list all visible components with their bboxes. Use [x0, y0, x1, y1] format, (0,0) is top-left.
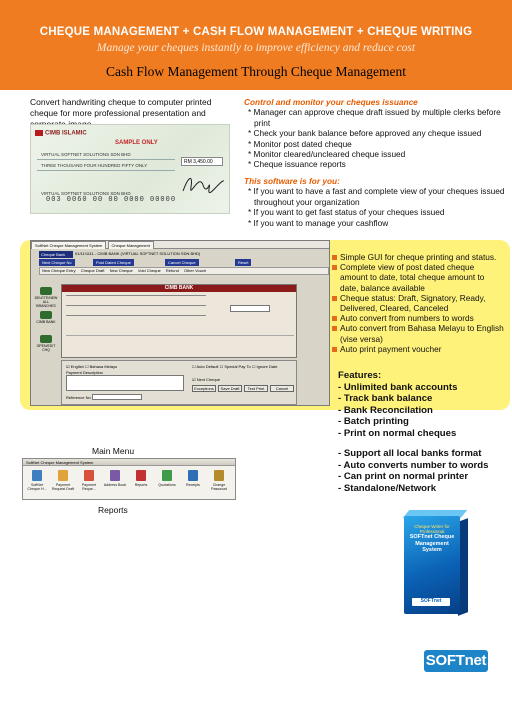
list-item: Auto convert from numbers to words — [332, 313, 504, 323]
header-title: CHEQUE MANAGEMENT + CASH FLOW MANAGEMENT + CHEQUE WRITING — [39, 26, 473, 38]
list-item: - Bank Reconcilation — [338, 404, 433, 416]
features-list — [338, 370, 457, 439]
for-you-section — [244, 176, 510, 228]
list-item: * Cheque issuance reports — [248, 159, 346, 170]
key-icon — [214, 470, 224, 481]
test-print-button[interactable]: Test Print — [244, 385, 268, 392]
cheque-payee: VIRTUAL SOFTNET SOLUTIONS SDN BHD — [41, 152, 131, 157]
cheque-line — [37, 159, 175, 160]
menu-item-cheque[interactable]: SoftNet Cheque H... — [25, 470, 49, 491]
list-item: - Print on normal cheques — [338, 427, 457, 439]
save-draft-button[interactable]: Save Draft — [218, 385, 242, 392]
side-item-cimb[interactable]: CIMB BANK — [34, 311, 58, 324]
list-item: Simple GUI for cheque printing and status. — [332, 252, 504, 262]
app-cheque-form — [61, 360, 297, 405]
cheque-line — [66, 305, 206, 306]
control-heading: Control and monitor your cheques issuance — [244, 97, 418, 107]
menu-item-payment-request[interactable]: Payment Reque... — [77, 470, 101, 491]
list-item: * Check your bank balance before approved any cheque issued — [248, 128, 482, 139]
app-cheque-bank-header: CIMB BANK — [62, 285, 296, 292]
software-points-list — [332, 252, 504, 354]
subtab-new-cheque[interactable]: New Cheque — [109, 268, 133, 273]
checkbox-next-cheque[interactable]: ☑ Next Cheque — [192, 377, 221, 382]
report-icon — [136, 470, 146, 481]
list-item: - Standalone/Network — [338, 482, 437, 494]
subtab-refund[interactable]: Refund — [165, 268, 179, 273]
list-item: * If you want to have a fast and complete view of your cheques issued throughout your organization — [248, 186, 505, 207]
cheque-amount-words: THREE THOUSAND FOUR HUNDRED FIFTY ONLY — [41, 163, 148, 168]
cheque-amount-box: RM 3,450.00 — [181, 157, 223, 166]
cheque-bank-label: Cheque Bank — [39, 251, 73, 258]
subtab-void-cheque[interactable]: Void Cheque — [137, 268, 161, 273]
bank-icon — [40, 311, 52, 319]
menu-item-quotations[interactable]: Quotations — [155, 470, 179, 487]
features-list-2 — [338, 448, 489, 494]
features-heading: Features: — [338, 370, 382, 381]
header-banner — [0, 0, 512, 90]
list-item: - Auto converts number to words — [338, 459, 489, 471]
side-item-branches[interactable]: DELETE/NEW ALL BRANCHES — [34, 287, 58, 308]
main-menu-window — [22, 458, 236, 500]
box-line2: SOFTnet Cheque Management System — [409, 534, 455, 553]
checkbox-options[interactable]: ☐ Auto Default ☐ Special Pay To ☐ Ignore Date — [192, 364, 278, 369]
cheque-line — [37, 170, 175, 171]
menu-item-change-password[interactable]: Change Password — [207, 470, 231, 491]
control-section — [244, 97, 510, 170]
product-box-image — [398, 510, 470, 620]
cheque-micr-line: 003 0060 00 00 0000 00000 — [46, 196, 177, 204]
cheque-bank-name: CIMB ISLAMIC — [35, 130, 87, 137]
list-item: - Can print on normal printer — [338, 471, 469, 482]
subtab-new-cheque-entry[interactable]: New Cheque Entry — [42, 268, 76, 273]
payment-description-label: Payment Description — [66, 370, 103, 375]
app-cheque-preview — [61, 284, 297, 358]
app-screenshot — [30, 240, 330, 406]
list-item: * Monitor post dated cheque — [248, 138, 352, 149]
side-item-open-edit[interactable]: OPEN/EDIT CHQ — [34, 335, 58, 352]
list-item: - Unlimited bank accounts — [338, 381, 458, 393]
list-item: Complete view of post dated cheque amount to date, total cheque amount to date, balance available — [332, 262, 504, 293]
app-amount-box[interactable] — [230, 305, 270, 312]
tab-cheque-management[interactable]: Cheque Management — [108, 241, 154, 249]
cheque-line — [66, 315, 206, 316]
header-subtitle: Manage your cheques instantly to improve efficiency and reduce cost — [96, 42, 416, 54]
menu-item-payment-request-draft[interactable]: Payment Request Draft — [51, 470, 75, 491]
list-item: Cheque status: Draft, Signatory, Ready, Delivered, Cleared, Canceled — [332, 293, 504, 313]
next-cheque-button[interactable]: Next Cheque No — [39, 259, 75, 266]
document-icon — [84, 470, 94, 481]
list-item: - Support all local banks format — [338, 448, 482, 459]
signature-icon — [181, 171, 226, 197]
cheque-line — [66, 295, 206, 296]
exceptions-button[interactable]: Exceptions — [192, 385, 216, 392]
main-menu-label: Main Menu — [92, 446, 135, 456]
list-item: * If you want to get fast status of your cheques issued — [248, 207, 445, 218]
menu-item-reports[interactable]: Reports — [129, 470, 153, 487]
cheque-icon — [32, 470, 42, 481]
menu-item-address-book[interactable]: Address Book — [103, 470, 127, 487]
quote-icon — [162, 470, 172, 481]
cancel-button[interactable]: Cancel — [270, 385, 294, 392]
book-icon — [110, 470, 120, 481]
box-line1: Cheque Writer for Professional — [414, 524, 450, 534]
reports-label: Reports — [98, 505, 128, 515]
list-item: - Track bank balance — [338, 393, 433, 404]
cheque-company: VIRTUAL SOFTNET SOLUTIONS SDN BHD — [41, 191, 131, 196]
cheque-line — [66, 335, 294, 336]
cheque-sample-watermark: SAMPLE ONLY — [115, 140, 158, 146]
bank-selector[interactable]: 01/11/1111 - CIMB BANK (VIRTUAL SOFTNET SOLUTION SDN BHD) — [75, 251, 201, 256]
receipt-icon — [188, 470, 198, 481]
subtab-other-vouch[interactable]: Other Vouch — [183, 268, 207, 273]
sub-tab-row — [39, 267, 329, 275]
subtab-cheque-draft[interactable]: Cheque Draft — [80, 268, 105, 273]
tab-softnet[interactable]: SoftNet Cheque Management System — [31, 241, 106, 249]
reset-button[interactable]: Reset — [235, 259, 251, 266]
cancel-cheque-button[interactable]: Cancel Cheque — [165, 259, 199, 266]
document-icon — [58, 470, 68, 481]
main-menu-titlebar: SoftNet Cheque Management System — [23, 459, 235, 466]
box-brand: SOFTnet — [412, 598, 450, 606]
app-tabbar — [31, 241, 329, 249]
folder-icon — [40, 287, 52, 295]
list-item: * If you want to manage your cashflow — [248, 217, 389, 228]
list-item: Auto print payment voucher — [332, 344, 504, 354]
list-item: * Manager can approve cheque draft issued by multiple clerks before print — [248, 107, 501, 128]
list-item: * Monitor cleared/uncleared cheque issued — [248, 149, 406, 160]
for-you-heading: This software is for you: — [244, 176, 340, 186]
payment-description-field[interactable] — [66, 375, 184, 391]
header-tagline: Cash Flow Management Through Cheque Management — [105, 64, 407, 79]
menu-item-receipts[interactable]: Receipts — [181, 470, 205, 487]
checkbox-english[interactable]: ☑ English ☐ Bahasa Melayu — [66, 364, 118, 369]
reference-no-label: Reference No — [66, 395, 91, 400]
list-item: - Batch printing — [338, 416, 409, 427]
softnet-logo: SOFTnet — [424, 650, 488, 672]
bank-logo-icon — [35, 130, 43, 136]
intro-text: Convert handwriting cheque to computer printed cheque for more professional presentation and — [30, 97, 212, 118]
edit-icon — [40, 335, 52, 343]
post-dated-cheque-button[interactable]: Post Dated Cheque — [93, 259, 134, 266]
reference-no-field[interactable] — [92, 394, 142, 400]
list-item: Auto convert from Bahasa Melayu to English (vise versa) — [332, 323, 504, 343]
